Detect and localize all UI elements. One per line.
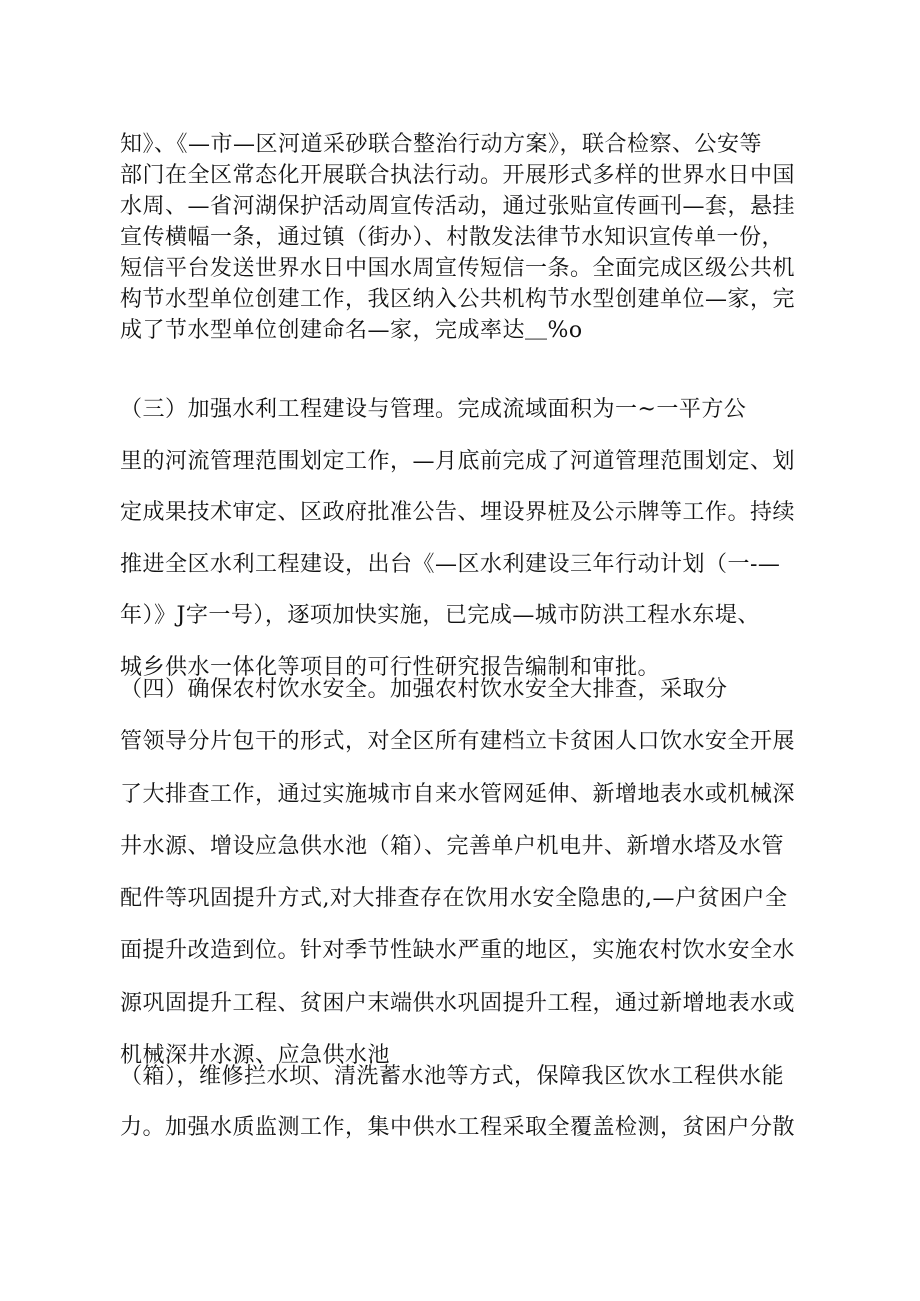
text-line: （箱），维修拦水坝、清洗蓄水池等方式，保障我区饮水工程供水能 (120, 1064, 785, 1089)
text-line: 知》、《—市—区河道采砂联合整治行动方案》，联合检察、公安等 (120, 132, 763, 157)
text-line: 里的河流管理范围划定工作，—月底前完成了河道管理范围划定、划 (120, 448, 796, 474)
text-line: 管领导分片包干的形式，对全区所有建档立卡贫困人口饮水安全开展 (120, 729, 796, 755)
text-line: 水周、—省河湖保护活动周宣传活动，通过张贴宣传画刊—套，悬挂 (120, 194, 796, 219)
paragraph-publicity (120, 129, 825, 346)
paragraph-section-three (120, 384, 825, 693)
text-line: 年）》J字一号），逐项加快实施，已完成—城市防洪工程水东堤、 (120, 603, 760, 628)
text-line: 机械深井水源、应急供水池 (120, 1043, 391, 1069)
text-line: （四）确保农村饮水安全。加强农村饮水安全大排查，采取分 (120, 677, 728, 702)
text-line: 面提升改造到位。针对季节性缺水严重的地区，实施农村饮水安全水 (120, 938, 796, 964)
paragraph-section-four (120, 664, 825, 1082)
text-line: 短信平台发送世界水日中国水周宣传短信一条。全面完成区级公共机 (120, 256, 796, 281)
text-line: 推进全区水利工程建设，出台《—区水利建设三年行动计划（一-— (120, 551, 781, 577)
text-line: 宣传横幅一条，通过镇（街办）、村散发法律节水知识宣传单一份， (120, 225, 785, 250)
text-line: 部门在全区常态化开展联合执法行动。开展形式多样的世界水日中国 (120, 163, 796, 188)
paragraph-continuation (120, 1051, 825, 1153)
text-line: 源巩固提升工程、贫困户末端供水巩固提升工程，通过新增地表水或 (120, 990, 796, 1016)
text-line: 力。加强水质监测工作，集中供水工程采取全覆盖检测，贫困户分散 (120, 1115, 796, 1140)
text-line: 定成果技术审定、区政府批准公告、埋设界桩及公示牌等工作。持续 (120, 500, 796, 525)
text-line: （三）加强水利工程建设与管理。完成流域面积为一~一平方公 (120, 397, 747, 422)
text-line: 成了节水型单位创建命名—家，完成率达＿%o (120, 318, 583, 343)
text-line: 井水源、增设应急供水池（箱）、完善单户机电井、新增水塔及水管 (120, 833, 785, 859)
text-line: 城乡供水一体化等项目的可行性研究报告编制和审批。 (120, 654, 661, 680)
text-line: 构节水型单位创建工作，我区纳入公共机构节水型创建单位—家，完 (120, 287, 796, 312)
text-line: 配件等巩固提升方式,对大排查存在饮用水安全隐患的,—户贫困户全 (120, 886, 788, 912)
text-line: 了大排查工作，通过实施城市自来水管网延伸、新增地表水或机械深 (120, 781, 796, 807)
